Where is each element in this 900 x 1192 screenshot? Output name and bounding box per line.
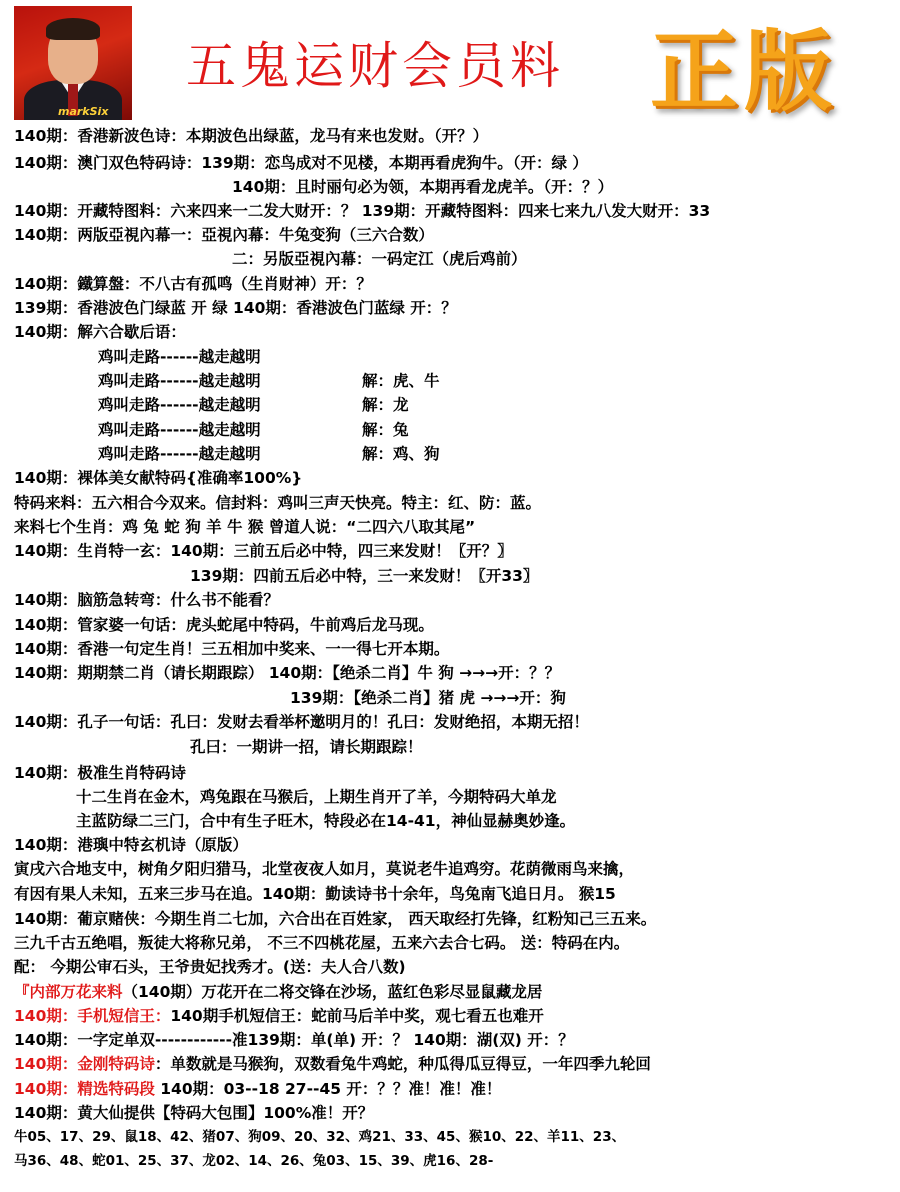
highlight-label: 140期：金刚特码诗 xyxy=(14,1055,155,1073)
text-line: 140期：期期禁二肖（请长期跟踪） 140期：【绝杀二肖】牛 狗 →→→开：？？ xyxy=(14,664,561,682)
text-line: 140期：澳门双色特码诗：139期：恋鸟成对不见楼，本期再看虎狗牛。（开：绿 ） xyxy=(14,154,588,172)
text-line: 有因有果人未知，五来三步马在追。140期：勤读诗书十余年，鸟兔南飞追日月。 猴15 xyxy=(14,885,616,903)
text-line: 来料七个生肖：鸡 兔 蛇 狗 羊 牛 猴 曾道人说：“二四六八取其尾” xyxy=(14,518,476,536)
text-line: 十二生肖在金木，鸡兔跟在马猴后，上期生肖开了羊，今期特码大单龙 xyxy=(76,788,557,806)
page-title: 五鬼运财会员料 xyxy=(186,37,564,95)
text-line: 特码来料：五六相合今双来。信封料：鸡叫三声天快亮。特主：红、防：蓝。 xyxy=(14,494,542,512)
line-text: 140期手机短信王：蛇前马后羊中奖，观七看五也难开 xyxy=(170,1007,544,1025)
text-line: 鸡叫走路------越走越明 xyxy=(98,396,261,414)
text-line: 二：另版亞視內幕：一码定江（虎后鸡前） xyxy=(232,250,527,268)
text-line: 140期：且时丽句必为领，本期再看龙虎羊。（开：？） xyxy=(232,178,614,196)
text-line: 140期：极准生肖特码诗 xyxy=(14,764,186,782)
text-line: 解：龙 xyxy=(362,396,409,414)
highlight-label: 140期：手机短信王： xyxy=(14,1007,171,1025)
text-line: 鸡叫走路------越走越明 xyxy=(98,348,261,366)
text-line: 139期：香港波色门绿蓝 开 绿 140期：香港波色门蓝绿 开：？ xyxy=(14,299,457,317)
text-line: 140期：黄大仙提供【特码大包围】100%准！开？ xyxy=(14,1104,374,1122)
text-line: 140期：解六合歇后语： xyxy=(14,323,186,341)
highlight-label: 140期：精选特码段 xyxy=(14,1080,155,1098)
text-line xyxy=(14,1054,651,1074)
text-line: 140期：裸体美女献特码{准确率100%} xyxy=(14,469,303,487)
text-line: 140期：港璵中特玄机诗（原版） xyxy=(14,836,248,854)
text-line: 解：鸡、狗 xyxy=(362,445,440,463)
text-line: 鸡叫走路------越走越明 xyxy=(98,445,261,463)
text-line: 马36、48、蛇01、25、37、龙02、14、26、兔03、15、39、虎16、28- xyxy=(14,1153,494,1169)
text-line: 解：兔 xyxy=(362,421,409,439)
text-line: 139期：四前五后必中特，三一来发财！〖开33〗 xyxy=(190,567,539,585)
authentic-stamp: 正版 xyxy=(650,20,839,123)
text-line: 140期：鐵算盤：不八古有孤鸣（生肖财神）开：？ xyxy=(14,275,372,293)
photo-logo: markSix xyxy=(58,105,109,118)
text-line: 配： 今期公审石头，王爷贵妃找秀才。(送：夫人合八数) xyxy=(14,958,406,976)
text-line: 主蓝防绿二三门，合中有生子旺木，特段必在14-41，神仙显赫奥妙逢。 xyxy=(76,812,576,830)
line-text: 140期：03--18 27--45 开：？？准！准！准！ xyxy=(154,1080,502,1098)
portrait-photo xyxy=(14,6,132,120)
text-line: 寅戌六合地支中，树角夕阳归猎马，北堂夜夜人如月，莫说老牛追鸡穷。花荫微雨鸟来擒， xyxy=(14,860,635,878)
text-line: 140期：开藏特图料：六来四来一二发大财开：？ 139期：开藏特图料：四来七来九八发大财开：33 xyxy=(14,202,711,220)
text-line: 孔曰：一期讲一招，请长期跟踪！ xyxy=(190,738,423,756)
text-line: 三九千古五绝唱，叛徒大将称兄弟， 不三不四桃花屋，五来六去合七码。 送：特码在内。 xyxy=(14,934,630,952)
text-line: 140期：一字定单双------------准139期：单(单) 开：？ 140期：湖(双) 开：？ xyxy=(14,1031,574,1049)
text-line xyxy=(14,1006,544,1026)
line-text: ：单数就是马猴狗，双数看兔牛鸡蛇，种瓜得瓜豆得豆，一年四季九轮回 xyxy=(154,1055,651,1073)
portrait-hair xyxy=(46,18,100,40)
line-text: （140期）万花开在二将交锋在沙场，蓝红色彩尽显鼠藏龙居 xyxy=(122,983,543,1001)
text-line: 鸡叫走路------越走越明 xyxy=(98,372,261,390)
text-line: 140期：孔子一句话：孔曰：发财去看举杯邀明月的！孔曰：发财绝招，本期无招！ xyxy=(14,713,589,731)
text-line: 牛05、17、29、鼠18、42、猪07、狗09、20、32、鸡21、33、45、猴10、22、羊11、23、 xyxy=(14,1129,626,1145)
header xyxy=(0,0,900,124)
text-line: 140期：香港新波色诗：本期波色出绿蓝，龙马有来也发财。（开？） xyxy=(14,127,489,145)
text-line: 140期：香港一句定生肖！三五相加中奖来、一一得七开本期。 xyxy=(14,640,450,658)
text-line: 解：虎、牛 xyxy=(362,372,440,390)
highlight-label: 『内部万花来料 xyxy=(14,983,123,1001)
text-line: 140期：葡京赌侠：今期生肖二七加，六合出在百姓家， 西天取经打先锋，红粉知己三五来。 xyxy=(14,910,657,928)
text-line: 140期：两版亞視內幕一：亞視內幕：牛兔变狗（三六合数） xyxy=(14,226,434,244)
text-line: 139期：【绝杀二肖】猪 虎 →→→开：狗 xyxy=(290,689,566,707)
text-line: 140期：管家婆一句话：虎头蛇尾中特码，牛前鸡后龙马现。 xyxy=(14,616,434,634)
text-line: 鸡叫走路------越走越明 xyxy=(98,421,261,439)
text-line: 140期：生肖特一玄：140期：三前五后必中特，四三来发财！〖开？〗 xyxy=(14,542,513,560)
text-line xyxy=(14,1079,501,1099)
text-line xyxy=(14,982,542,1002)
text-line: 140期：脑筋急转弯：什么书不能看？ xyxy=(14,591,279,609)
